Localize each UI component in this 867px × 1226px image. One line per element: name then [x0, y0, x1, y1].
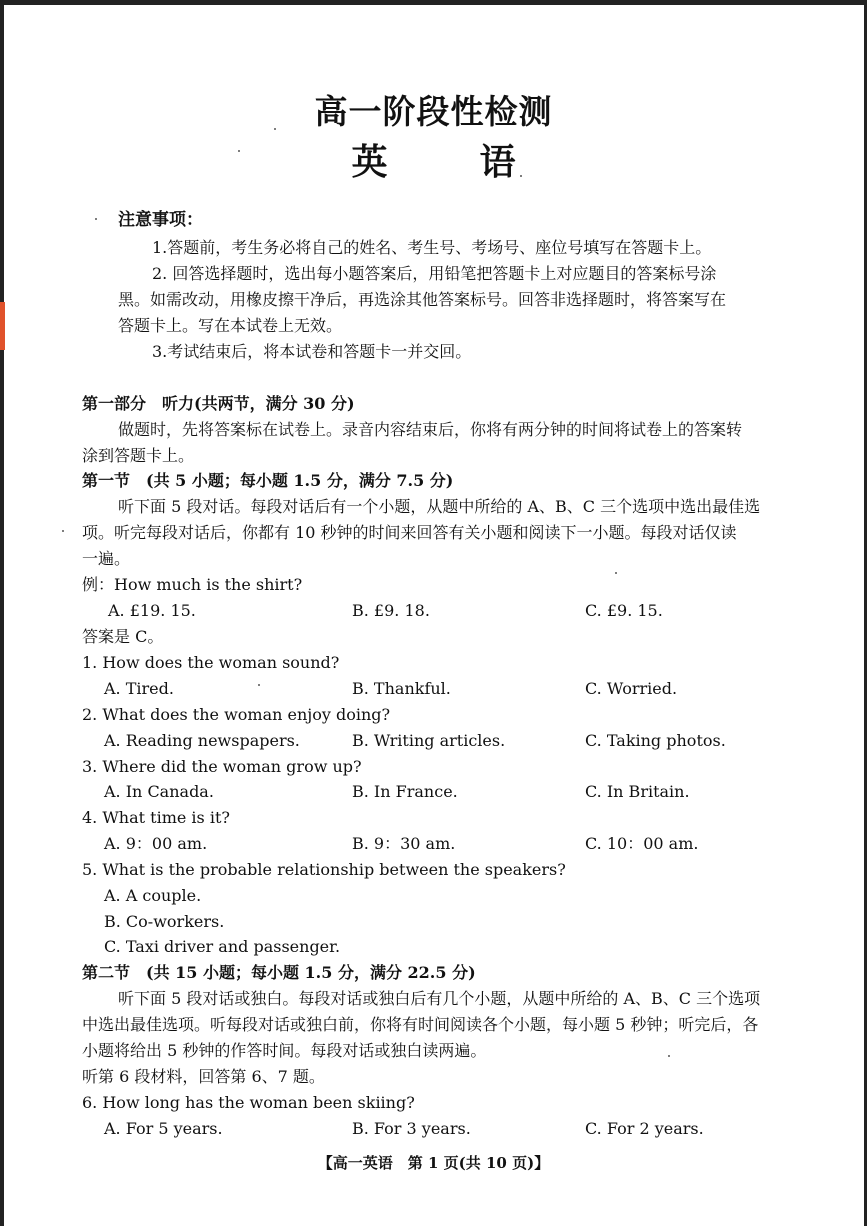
example-option-a: A. £19. 15.	[108, 601, 196, 620]
notice-item-2c: 答题卡上。写在本试卷上无效。	[118, 316, 343, 335]
scan-speck	[95, 218, 97, 220]
scan-speck	[274, 128, 276, 130]
example-option-c: C. £9. 15.	[585, 601, 663, 620]
q4-option-c: C. 10：00 am.	[585, 834, 699, 853]
scan-speck	[238, 150, 240, 152]
q6-option-a: A. For 5 years.	[104, 1119, 223, 1138]
q5-option-b: B. Co-workers.	[104, 912, 225, 931]
question-4: 4. What time is it?	[82, 808, 230, 827]
binding-mark	[0, 302, 5, 350]
q3-option-b: B. In France.	[352, 782, 458, 801]
q1-option-c: C. Worried.	[585, 679, 678, 698]
question-2: 2. What does the woman enjoy doing?	[82, 705, 391, 724]
page-border-top	[0, 0, 867, 5]
question-3: 3. Where did the woman grow up?	[82, 757, 362, 776]
scan-speck	[668, 1055, 670, 1057]
q6-option-b: B. For 3 years.	[352, 1119, 471, 1138]
q3-option-a: A. In Canada.	[104, 782, 214, 801]
section1-instr-c: 一遍。	[82, 549, 131, 568]
page-footer: 【高一英语 第 1 页(共 10 页)】	[317, 1154, 550, 1172]
part1-intro-b: 涂到答题卡上。	[82, 446, 195, 465]
exam-subject	[0, 134, 867, 185]
section2-instr-a: 听下面 5 段对话或独白。每段对话或独白后有几个小题，从题中所给的 A、B、C 三个选项	[118, 989, 761, 1008]
q6-option-c: C. For 2 years.	[585, 1119, 704, 1138]
notice-item-1: 1.答题前，考生务必将自己的姓名、考生号、考场号、座位号填写在答题卡上。	[152, 238, 712, 257]
section1-heading: 第一节 (共 5 小题；每小题 1.5 分，满分 7.5 分)	[82, 471, 454, 490]
section2-heading: 第二节 (共 15 小题；每小题 1.5 分，满分 22.5 分)	[82, 963, 476, 982]
scan-speck	[520, 175, 522, 177]
example-answer: 答案是 C。	[82, 627, 164, 646]
q1-option-a: A. Tired.	[104, 679, 174, 698]
scan-speck	[615, 572, 617, 574]
notice-item-3: 3.考试结束后，将本试卷和答题卡一并交回。	[152, 342, 472, 361]
question-5: 5. What is the probable relationship between the speakers?	[82, 860, 566, 879]
q4-option-b: B. 9：30 am.	[352, 834, 456, 853]
q3-option-c: C. In Britain.	[585, 782, 690, 801]
example-question: 例：How much is the shirt?	[82, 575, 303, 594]
q5-option-a: A. A couple.	[104, 886, 202, 905]
scan-speck	[258, 684, 260, 686]
q2-option-b: B. Writing articles.	[352, 731, 506, 750]
notice-heading: 注意事项：	[118, 210, 203, 230]
section2-instr-c: 小题将给出 5 秒钟的作答时间。每段对话或独白读两遍。	[82, 1041, 487, 1060]
scan-speck	[62, 530, 64, 532]
notice-item-2a: 2. 回答选择题时，选出每小题答案后，用铅笔把答题卡上对应题目的答案标号涂	[152, 264, 717, 283]
q4-option-a: A. 9：00 am.	[104, 834, 208, 853]
section1-instr-b: 项。听完每段对话后，你都有 10 秒钟的时间来回答有关小题和阅读下一小题。每段对话仅读	[82, 523, 737, 542]
part1-heading: 第一部分 听力(共两节，满分 30 分)	[82, 394, 355, 413]
subject-char-2: 语	[479, 141, 516, 183]
q2-option-c: C. Taking photos.	[585, 731, 726, 750]
notice-item-2b: 黑。如需改动，用橡皮擦干净后，再选涂其他答案标号。回答非选择题时，将答案写在	[118, 290, 727, 309]
question-1: 1. How does the woman sound?	[82, 653, 340, 672]
q1-option-b: B. Thankful.	[352, 679, 451, 698]
part1-intro-a: 做题时，先将答案标在试卷上。录音内容结束后，你将有两分钟的时间将试卷上的答案转	[118, 420, 743, 439]
q5-option-c: C. Taxi driver and passenger.	[104, 937, 341, 956]
q2-option-a: A. Reading newspapers.	[104, 731, 300, 750]
exam-title: 高一阶段性检测	[314, 92, 553, 131]
example-option-b: B. £9. 18.	[352, 601, 430, 620]
section2-instr-b: 中选出最佳选项。听每段对话或独白前，你将有时间阅读各个小题，每小题 5 秒钟；听完后，各	[82, 1015, 759, 1034]
question-6: 6. How long has the woman been skiing?	[82, 1093, 415, 1112]
section1-instr-a: 听下面 5 段对话。每段对话后有一个小题，从题中所给的 A、B、C 三个选项中选出最佳选	[118, 497, 761, 516]
material-6-heading: 听第 6 段材料，回答第 6、7 题。	[82, 1067, 325, 1086]
subject-char-1: 英	[351, 141, 388, 183]
